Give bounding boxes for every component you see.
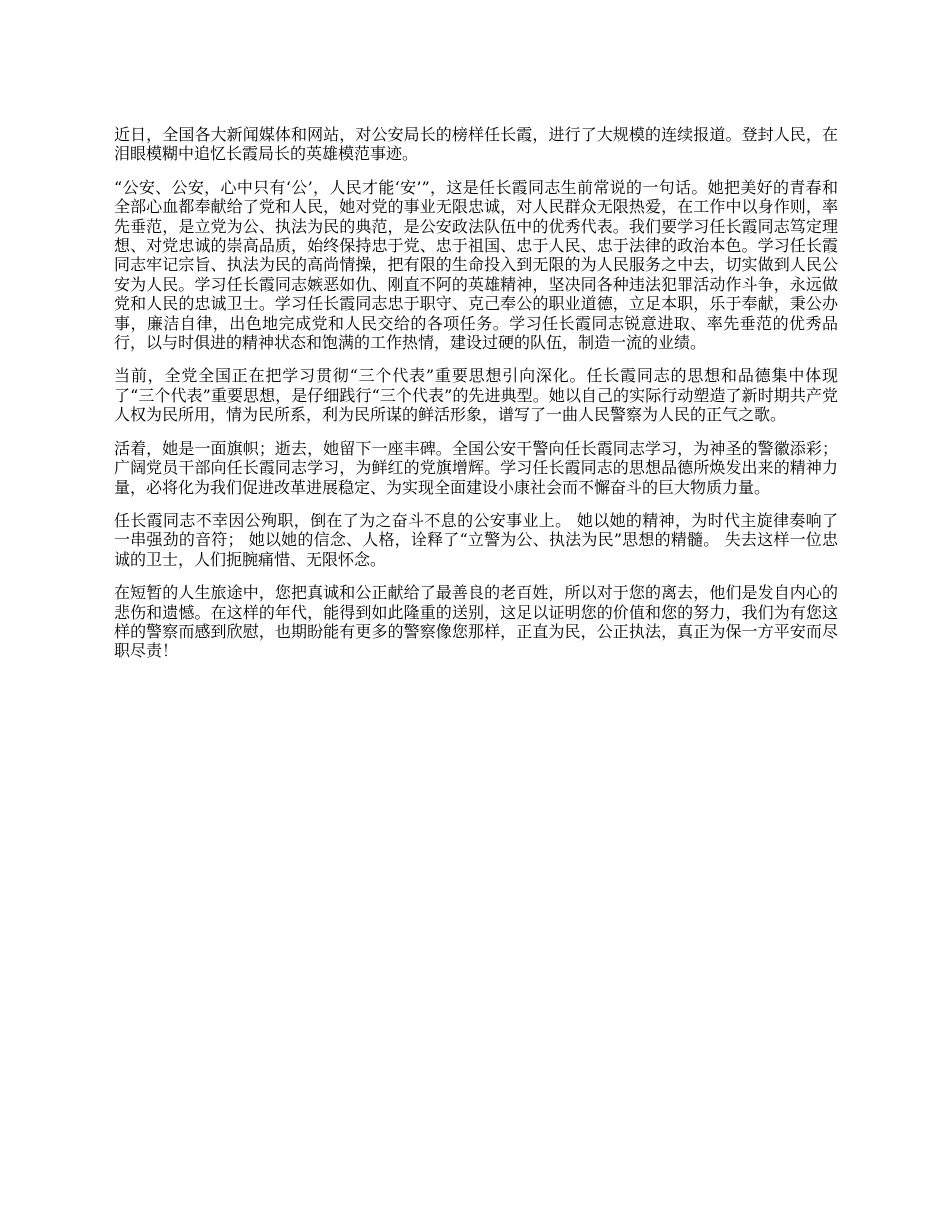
paragraph-quote: “公安、公安，心中只有‘公’，人民才能‘安’”，这是任长霞同志生前常说的一句话。她把美好的青春和全部心血都奉献给了党和人民，她对党的事业无限忠诚，对人民群众无限热爱，在工作中以身作则，率先垂范，是立党为公、执法为民的典范，是公安政法队伍中的优秀代表。我们要学习任长霞同志笃定理想、对党忠诚的崇高品质，始终保持忠于党、忠于祖国、忠于人民、忠于法律的政治本色。学习任长霞同志牢记宗旨、执法为民的高尚情操，把有限的生命投入到无限的为人民服务之中去，切实做到人民公安为人民。学习任长霞同志嫉恶如仇、刚直不阿的英雄精神，坚决同各种违法犯罪活动作斗争，永远做党和人民的忠诚卫士。学习任长霞同志忠于职守、克己奉公的职业道德，立足本职，乐于奉献，秉公办事，廉洁自律，出色地完成党和人民交给的各项任务。学习任长霞同志锐意进取、率先垂范的优秀品行，以与时俱进的精神状态和饱满的工作热情，建设过硬的队伍，制造一流的业绩。 [114,177,838,353]
paragraph-farewell: 在短暂的人生旅途中，您把真诚和公正献给了最善良的老百姓，所以对于您的离去，他们是发自内心的悲伤和遗憾。在这样的年代，能得到如此隆重的送别，这足以证明您的价值和您的努力，我们为有您这样的警察而感到欣慰，也期盼能有更多的警察像您那样，正直为民，公正执法，真正为保一方平安而尽职尽责！ [114,583,838,661]
paragraph-sacrifice: 任长霞同志不幸因公殉职，倒在了为之奋斗不息的公安事业上。 她以她的精神，为时代主旋律奏响了一串强劲的音符； 她以她的信念、人格，诠释了“立警为公、执法为民”思想的精髓。 失去这样一位忠诚的卫士，人们扼腕痛惜、无限怀念。 [114,510,838,569]
paragraph-intro: 近日，全国各大新闻媒体和网站，对公安局长的榜样任长霞，进行了大规模的连续报道。登封人民，在泪眼模糊中追忆长霞局长的英雄模范事迹。 [114,125,838,164]
paragraph-three-represents: 当前，全党全国正在把学习贯彻“三个代表”重要思想引向深化。任长霞同志的思想和品德集中体现了“三个代表”重要思想，是仔细践行“三个代表”的先进典型。她以自己的实际行动塑造了新时期共产党人权为民所用，情为民所系，利为民所谋的鲜活形象，谱写了一曲人民警察为人民的正气之歌。 [114,366,838,425]
document-body [114,125,838,675]
paragraph-banner: 活着，她是一面旗帜；逝去，她留下一座丰碑。全国公安干警向任长霞同志学习，为神圣的警徽添彩；广阔党员干部向任长霞同志学习，为鲜红的党旗增辉。学习任长霞同志的思想品德所焕发出来的精神力量，必将化为我们促进改革进展稳定、为实现全面建设小康社会而不懈奋斗的巨大物质力量。 [114,438,838,497]
